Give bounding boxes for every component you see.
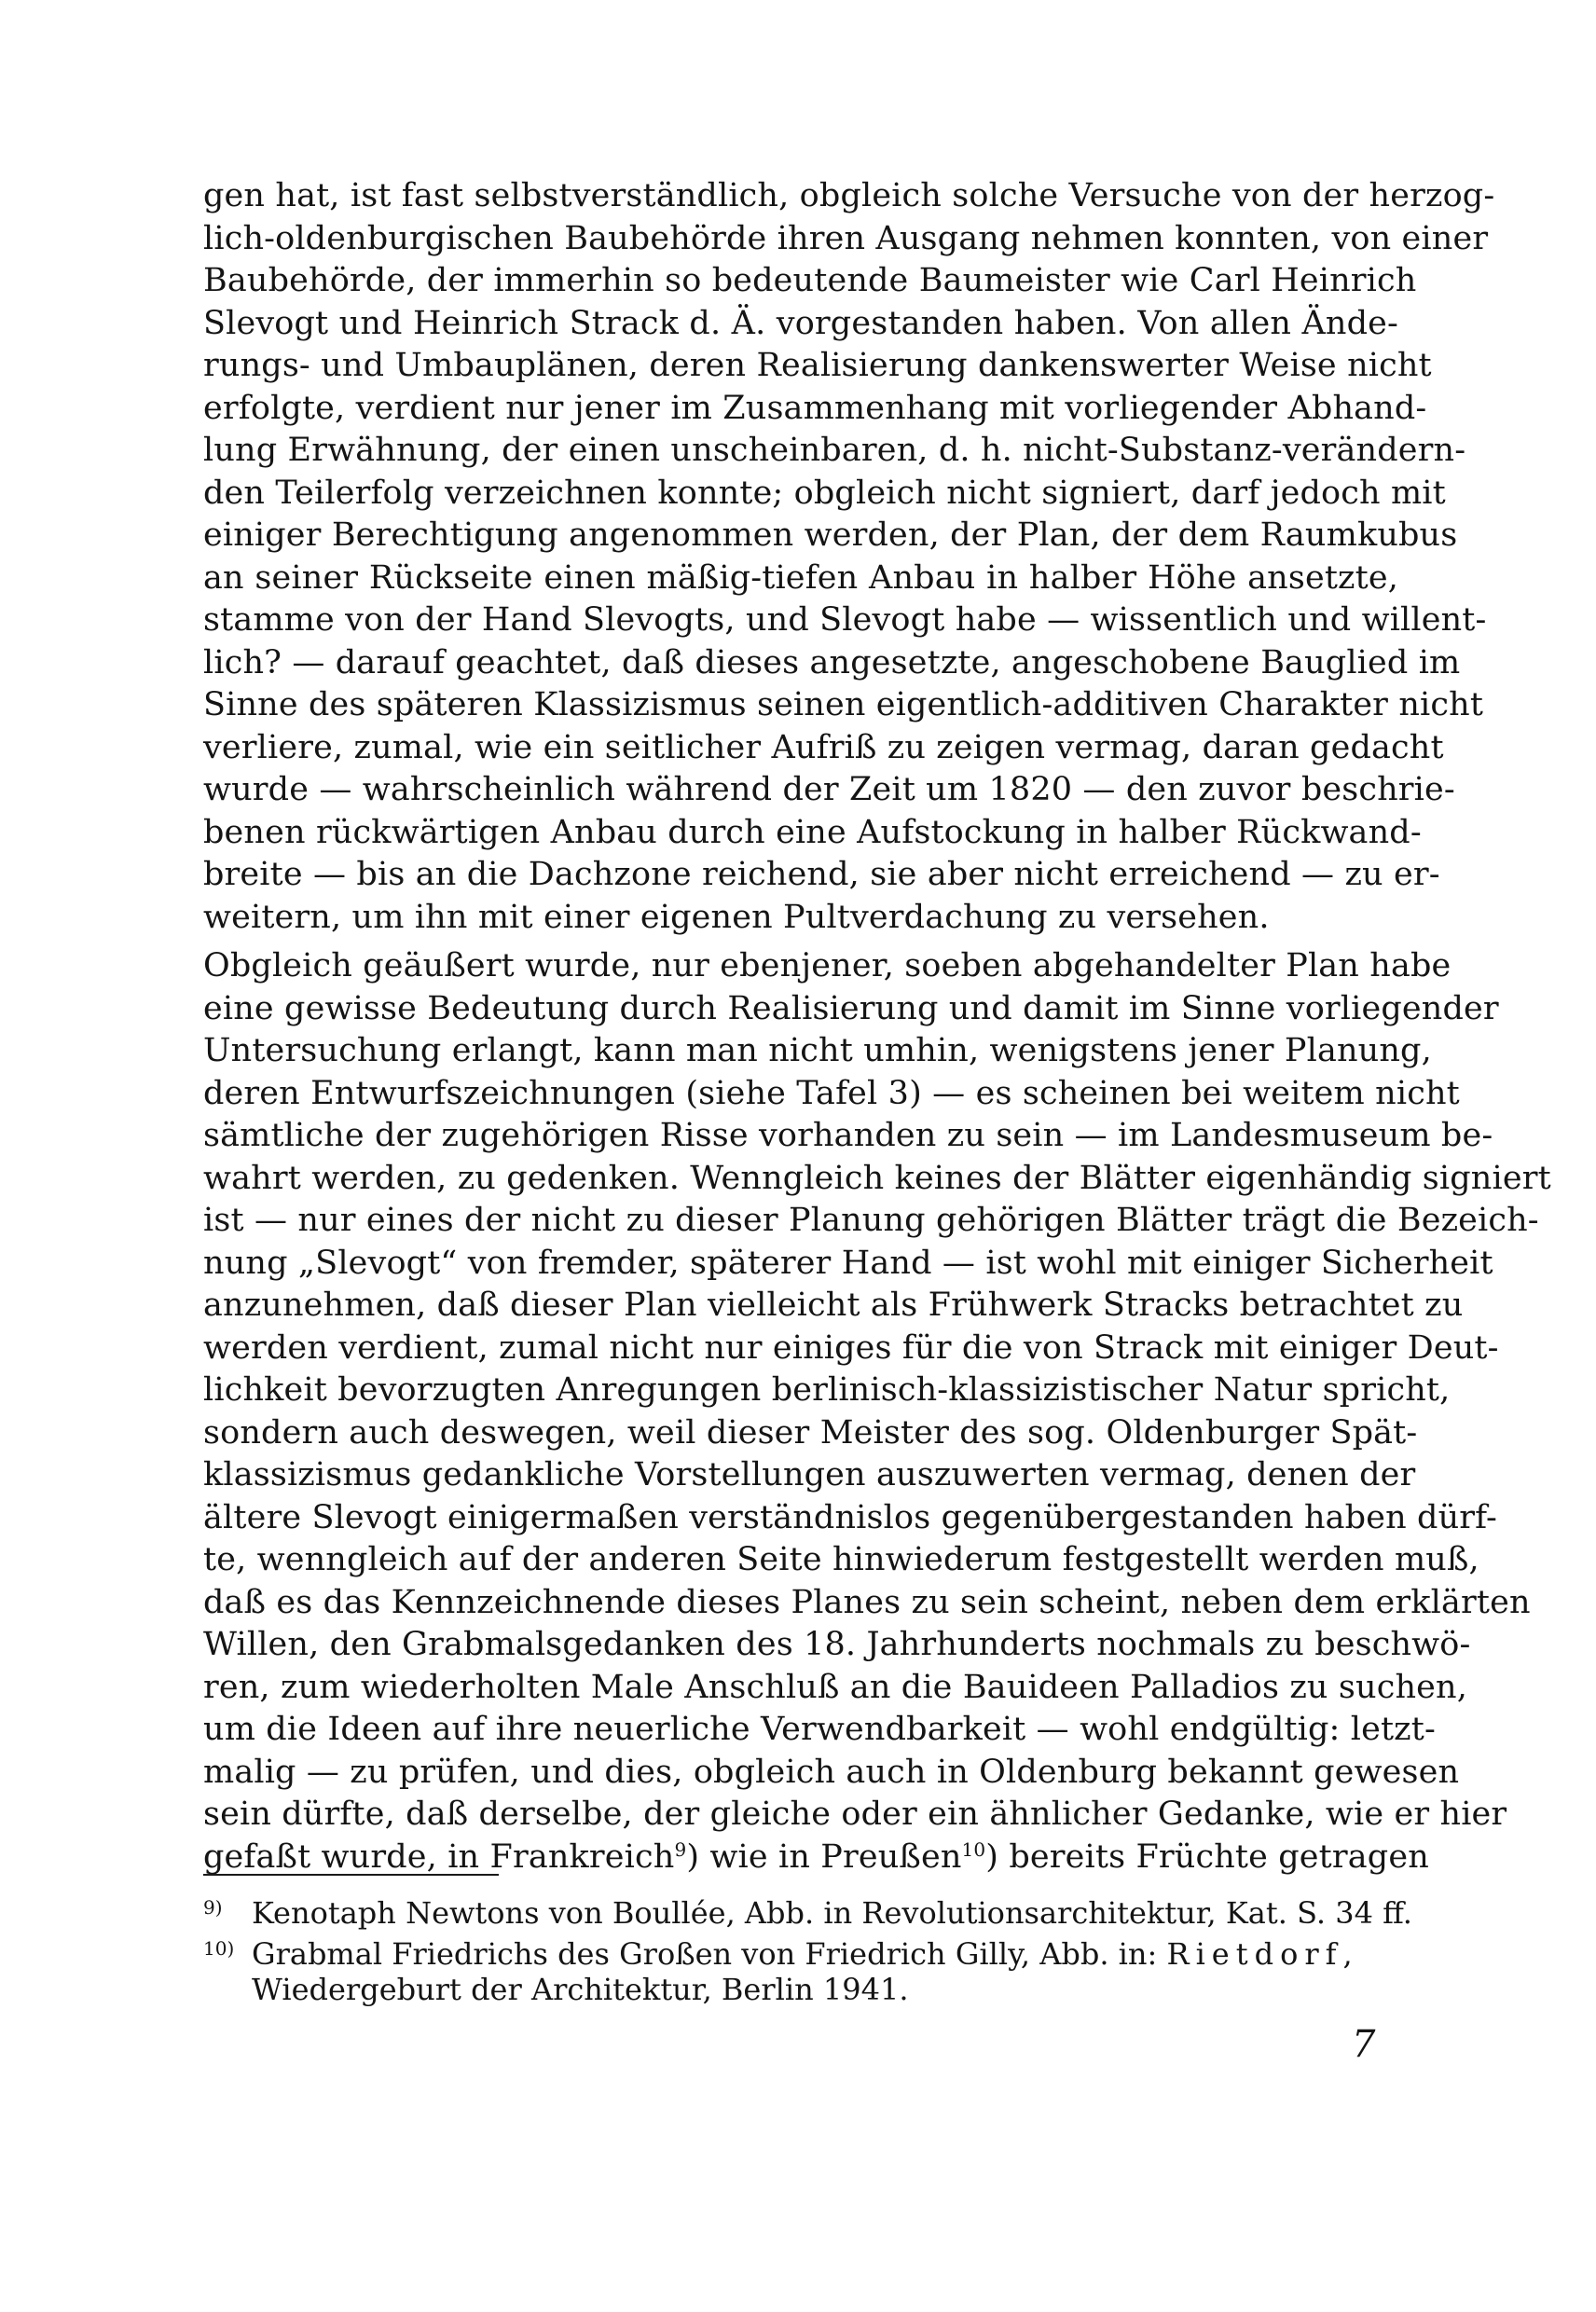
text-line: benen rückwärtigen Anbau durch eine Aufstockung in halber Rückwand- — [203, 813, 1422, 851]
footnote-reference[interactable]: 9 — [674, 1837, 687, 1861]
footnote-mark: 10) — [203, 1937, 235, 1960]
text-line: einiger Berechtigung angenommen werden, der Plan, der dem Raumkubus — [203, 516, 1458, 554]
page-number: 7 — [1352, 2023, 1376, 2066]
text-line: rungs- und Umbauplänen, deren Realisierung dankenswerter Weise nicht — [203, 347, 1432, 384]
text-line: stamme von der Hand Slevogts, und Slevogt habe — wissentlich und willent- — [203, 601, 1487, 639]
text-line: Willen, den Grabmalsgedanken des 18. Jahrhunderts nochmals zu beschwö- — [203, 1626, 1471, 1663]
text-line: werden verdient, zumal nicht nur einiges für die von Strack mit einiger Deut- — [203, 1328, 1499, 1367]
text-line: lich-oldenburgischen Baubehörde ihren Ausgang nehmen konnten, von einer — [203, 219, 1489, 257]
text-line: anzunehmen, daß dieser Plan vielleicht als Frühwerk Stracks betrachtet zu — [203, 1287, 1464, 1324]
paragraph-2 — [203, 945, 1551, 1878]
text-line: deren Entwurfszeichnungen (siehe Tafel 3) — es scheinen bei weitem nicht — [203, 1074, 1460, 1112]
footnote-text: Grabmal Friedrichs des Großen von Friedrich Gilly, Abb. in: — [252, 1936, 1167, 1972]
text-line: Sinne des späteren Klassizismus seinen eigentlich-additiven Charakter nicht — [203, 686, 1484, 723]
footnote-text: , — [1342, 1936, 1353, 1972]
text-line: Slevogt und Heinrich Strack d. Ä. vorgestanden haben. Von allen Ände- — [203, 304, 1398, 342]
text-line: an seiner Rückseite einen mäßig-tiefen Anbau in halber Höhe ansetzte, — [203, 558, 1398, 597]
paragraph-1 — [203, 175, 1495, 939]
text-line: erfolgte, verdient nur jener im Zusammenhang mit vorliegender Abhand- — [203, 389, 1427, 427]
footnote-reference[interactable]: 10 — [961, 1837, 986, 1861]
text-line: lichkeit bevorzugten Anregungen berlinisch-klassizistischer Natur spricht, — [203, 1371, 1451, 1409]
text-line: Untersuchung erlangt, kann man nicht umhin, wenigstens jener Planung, — [203, 1032, 1432, 1069]
text-line: sämtliche der zugehörigen Risse vorhanden zu sein — im Landesmuseum be- — [203, 1117, 1493, 1154]
footnote-9 — [203, 1887, 1412, 1931]
author-name: Rietdorf — [1166, 1936, 1343, 1972]
text-line: wahrt werden, zu gedenken. Wenngleich keines der Blätter eigenhändig signiert — [203, 1159, 1551, 1197]
text-line — [203, 1837, 1429, 1879]
text-line: nung „Slevogt“ von fremder, späterer Hand — ist wohl mit einiger Sicherheit — [203, 1244, 1493, 1282]
text-line: wurde — wahrscheinlich während der Zeit um 1820 — den zuvor beschrie- — [203, 771, 1455, 808]
text-line: daß es das Kennzeichnende dieses Planes zu sein scheint, neben dem erklärten — [203, 1583, 1531, 1621]
footnote-10 — [203, 1928, 1398, 1972]
text-line: um die Ideen auf ihre neuerliche Verwendbarkeit — wohl endgültig: letzt- — [203, 1711, 1436, 1748]
text-line: lung Erwähnung, der einen unscheinbaren, d. h. nicht-Substanz-verändern- — [203, 432, 1466, 469]
text-line: te, wenngleich auf der anderen Seite hinwiederum festgestellt werden muß, — [203, 1541, 1479, 1578]
text-line: ren, zum wiederholten Male Anschluß an die Bauideen Palladios zu suchen, — [203, 1668, 1467, 1706]
footnote-text: Kenotaph Newtons von Boullée, Abb. in Revolutionsarchitektur, Kat. S. 34 ff. — [252, 1895, 1412, 1931]
text-fragment: ) bereits Früchte getragen — [985, 1837, 1429, 1876]
text-line: sondern auch deswegen, weil dieser Meister des sog. Oldenburger Spät- — [203, 1413, 1418, 1452]
footnote-mark: 9) — [203, 1896, 223, 1919]
text-line: malig — zu prüfen, und dies, obgleich auch in Oldenburg bekannt gewesen — [203, 1753, 1460, 1791]
footnote-10-continued: Wiedergeburt der Architektur, Berlin 1941. — [252, 1972, 909, 2007]
text-line: breite — bis an die Dachzone reichend, sie aber nicht erreichend — zu er- — [203, 856, 1440, 893]
text-line: klassizismus gedankliche Vorstellungen auszuwerten vermag, denen der — [203, 1456, 1416, 1493]
text-line: den Teilerfolg verzeichnen konnte; obgleich nicht signiert, darf jedoch mit — [203, 474, 1446, 512]
text-fragment: ) wie in Preußen — [686, 1837, 962, 1876]
text-line: weitern, um ihn mit einer eigenen Pultverdachung zu versehen. — [203, 898, 1270, 936]
text-line: ist — nur eines der nicht zu dieser Planung gehörigen Blätter trägt die Bezeich- — [203, 1202, 1539, 1239]
text-line: verliere, zumal, wie ein seitlicher Aufriß zu zeigen vermag, daran gedacht — [203, 728, 1444, 766]
main-text — [203, 175, 1551, 1878]
footnote-divider — [203, 1874, 499, 1876]
text-line: ältere Slevogt einigermaßen verständnislos gegenübergestanden haben dürf- — [203, 1498, 1497, 1536]
footnotes — [203, 1887, 1412, 2010]
text-fragment: gefaßt wurde, in Frankreich — [203, 1837, 675, 1876]
text-line: lich? — darauf geachtet, daß dieses angesetzte, angeschobene Bauglied im — [203, 643, 1461, 681]
text-line: sein dürfte, daß derselbe, der gleiche oder ein ähnlicher Gedanke, wie er hier — [203, 1796, 1507, 1833]
text-line: eine gewisse Bedeutung durch Realisierung und damit im Sinne vorliegender — [203, 989, 1499, 1027]
text-line: Baubehörde, der immerhin so bedeutende Baumeister wie Carl Heinrich — [203, 262, 1417, 299]
text-line: gen hat, ist fast selbstverständlich, obgleich solche Versuche von der herzog- — [203, 177, 1495, 214]
text-line: Obgleich geäußert wurde, nur ebenjener, soeben abgehandelter Plan habe — [203, 947, 1452, 984]
